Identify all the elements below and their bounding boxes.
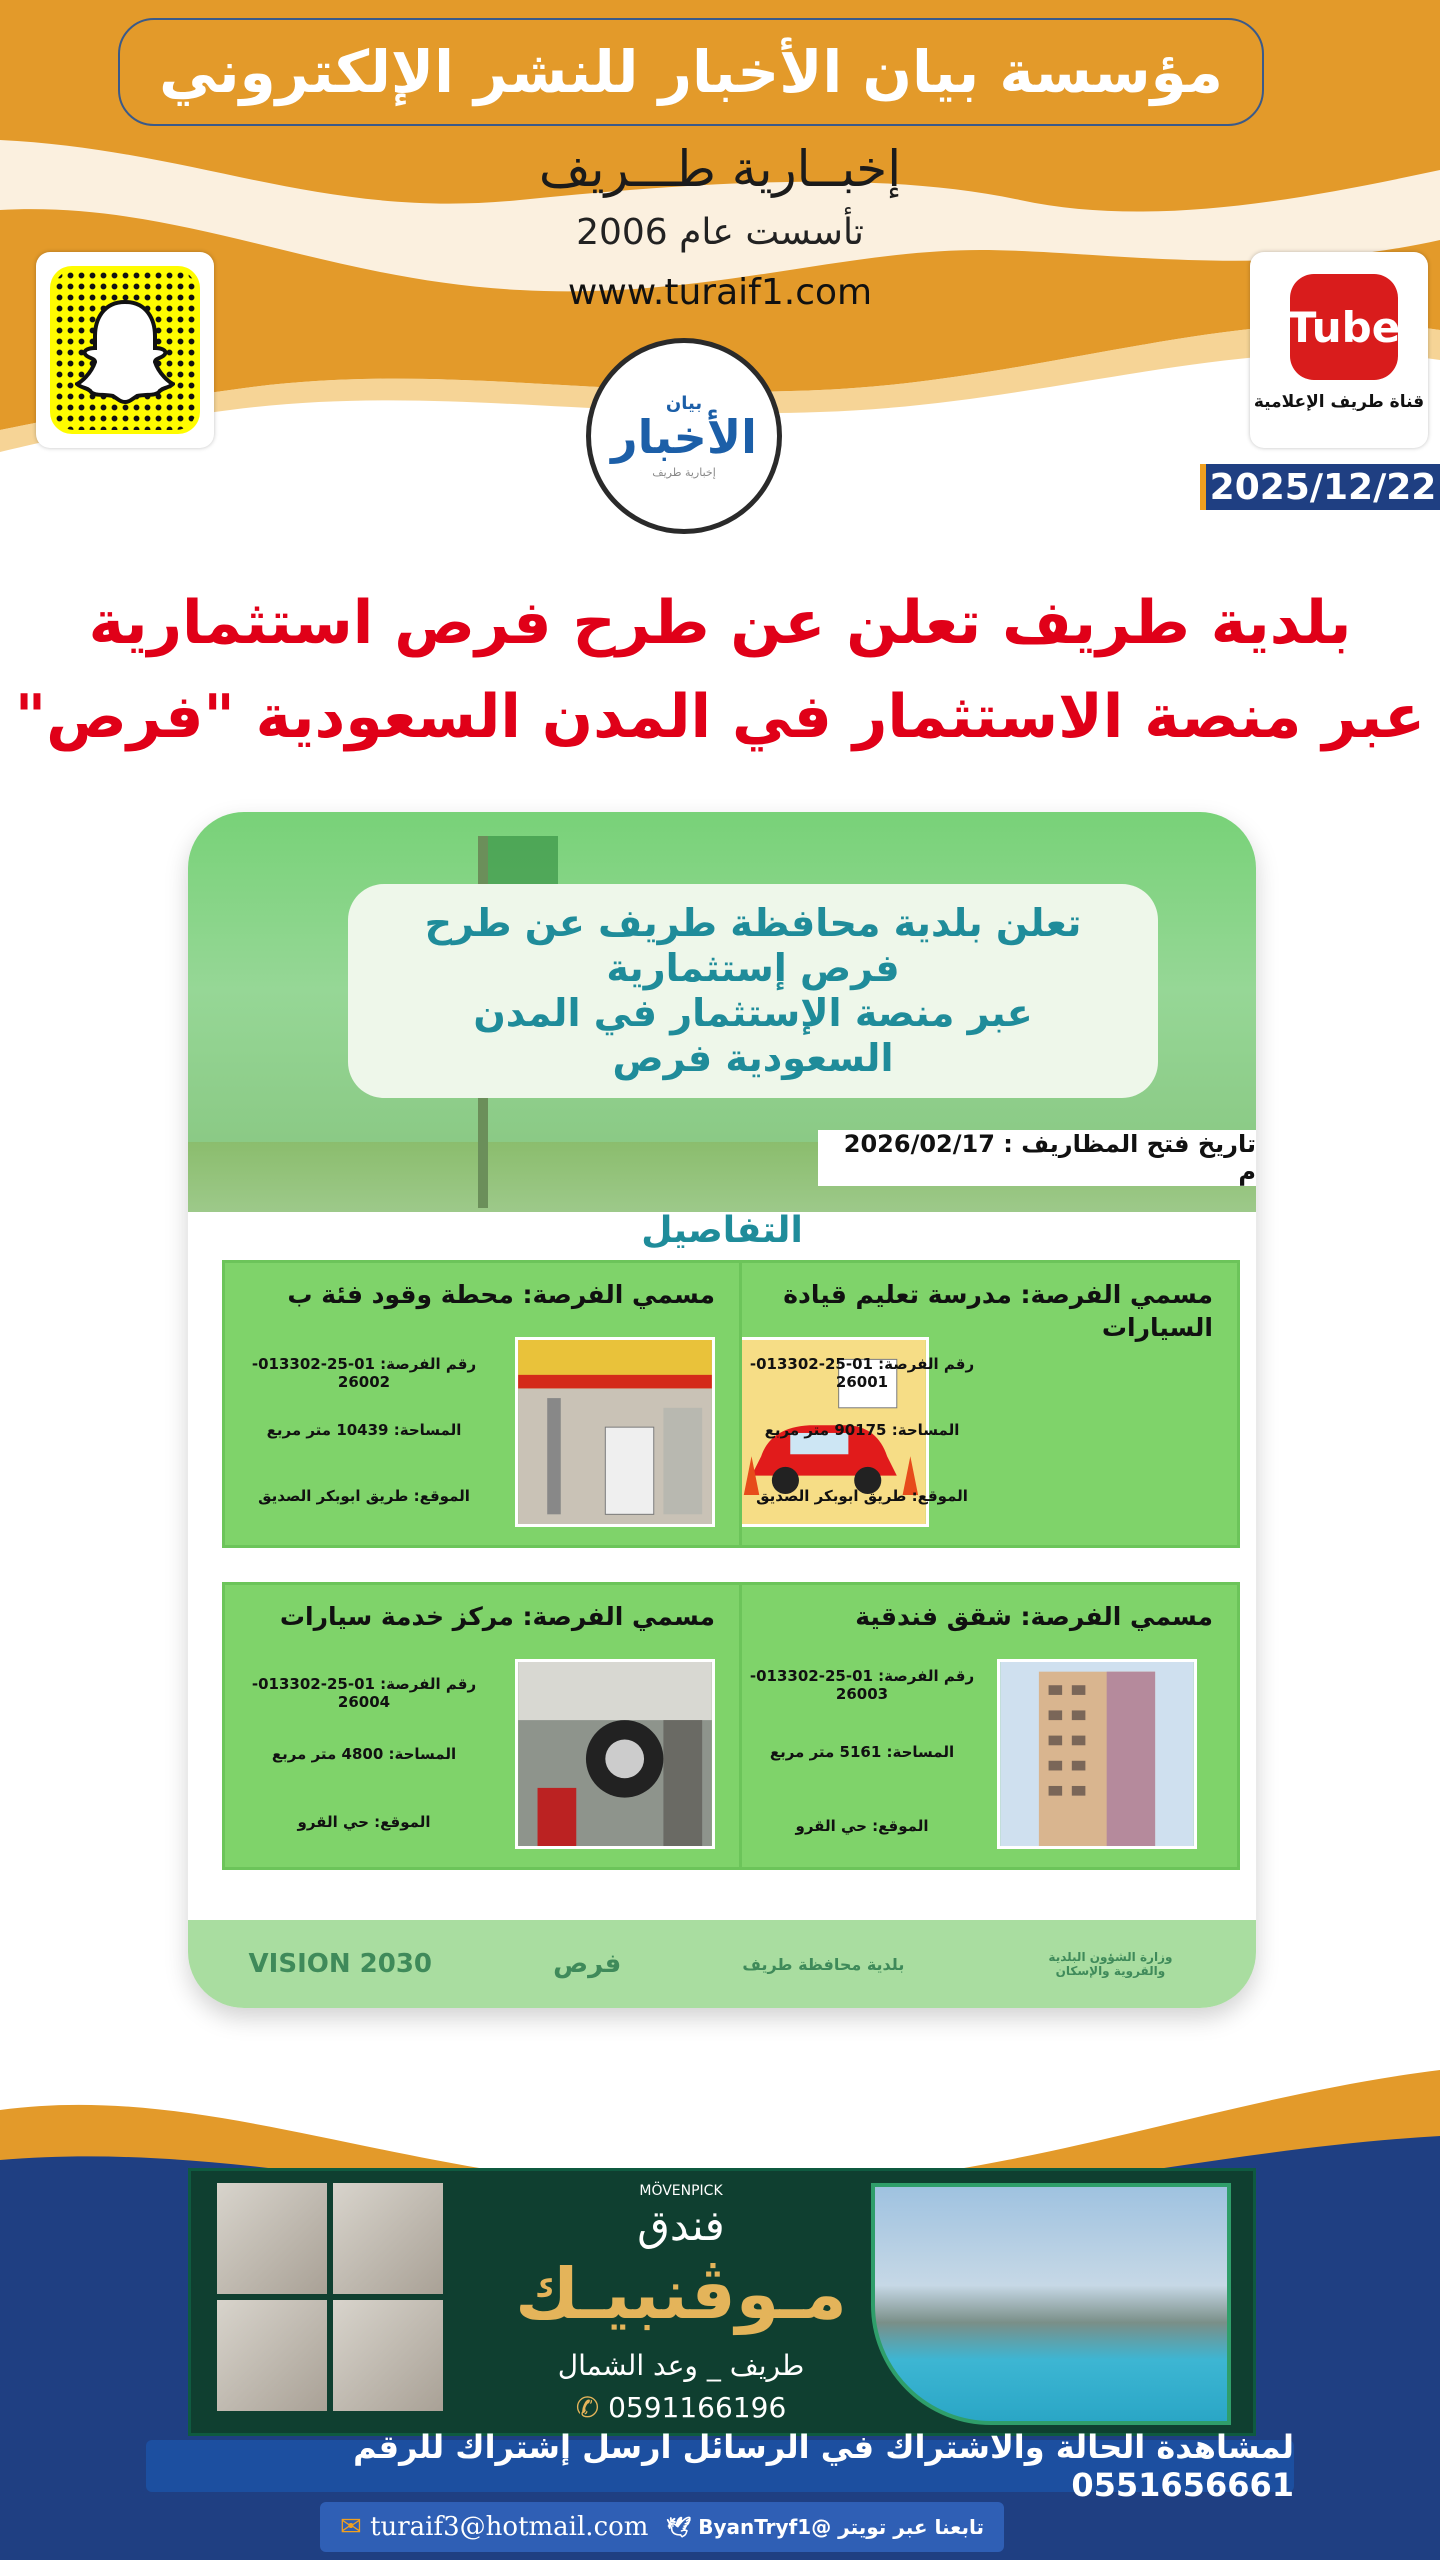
callout-line-2: فرص إستثمارية xyxy=(606,946,900,991)
email-icon: ✉ xyxy=(340,2512,362,2542)
ad-photo-tile xyxy=(333,2300,443,2411)
ad-brand: MÖVENPICK xyxy=(639,2183,723,2199)
site-logo[interactable] xyxy=(586,338,782,534)
fuel-station-image xyxy=(515,1337,715,1527)
contact-bar xyxy=(320,2502,1004,2552)
ad-photo-tile xyxy=(217,2300,327,2411)
headline-line-2: عبر منصة الاستثمار في المدن السعودية "فرص" xyxy=(14,682,1426,752)
ad-word-movenpick: مـوڤنبيـك xyxy=(515,2253,847,2335)
callout-line-4: السعودية فرص xyxy=(612,1035,894,1080)
ad-location: طريف _ وعد الشمال xyxy=(557,2349,805,2382)
poster-footer-logos xyxy=(188,1920,1256,2008)
ad-word-hotel: فندق xyxy=(637,2201,725,2250)
callout-line-3: عبر منصة الإستثمار في المدن xyxy=(473,991,1033,1035)
announcement-poster xyxy=(188,812,1256,2008)
opening-date: تاريخ فتح المظاريف : 2026/02/17 م xyxy=(818,1130,1256,1186)
hotel-building-image xyxy=(997,1659,1197,1849)
furas-logo: فرص xyxy=(553,1949,622,1979)
poster-callout xyxy=(348,884,1158,1098)
youtube-icon xyxy=(1287,274,1401,380)
snapchat-ghost-icon xyxy=(75,296,175,404)
twitter-text: تابعنا عبر تويتر @ByanTryf1 xyxy=(698,2515,984,2539)
ad-phone-number: 0591166196 xyxy=(608,2391,787,2424)
logo-main-text: الأخبار xyxy=(611,410,757,464)
sms-subscribe-text: لمشاهدة الحالة والاشتراك في الرسائل ارسل إشتراك للرقم 0551656661 xyxy=(353,2428,1294,2504)
card-title: مسمي الفرصة: شقق فندقية xyxy=(855,1602,1213,1631)
snapchat-code-card[interactable] xyxy=(36,252,214,448)
ad-photo-tile xyxy=(333,2183,443,2294)
card-number: رقم الفرصة: 01-25-013302-26003 xyxy=(749,1667,975,1703)
publisher-title: مؤسسة بيان الأخبار للنشر الإلكتروني xyxy=(159,38,1223,106)
opportunity-card-hotel-apartments xyxy=(720,1582,1240,1870)
youtube-channel-label: قناة طريف الإعلامية xyxy=(1253,392,1425,412)
logo-sub-text: إخبارية طريف xyxy=(652,466,716,479)
twitter-contact[interactable] xyxy=(666,2515,984,2539)
card-location: الموقع: حي القرو xyxy=(795,1817,929,1835)
ministry-logo: وزارة الشؤون البلدية والقروية والإسكان xyxy=(1048,1950,1173,1978)
snapchat-code xyxy=(50,266,200,434)
card-title: مسمي الفرصة: مركز خدمة سيارات xyxy=(279,1602,715,1631)
youtube-channel-card[interactable] xyxy=(1250,252,1428,448)
email-contact[interactable] xyxy=(340,2512,648,2542)
car-service-image xyxy=(515,1659,715,1849)
phone-icon: ✆ xyxy=(575,2391,609,2424)
card-area: المساحة: 5161 متر مربع xyxy=(769,1743,955,1761)
details-title: التفاصيل xyxy=(641,1210,803,1251)
logo-top-text: بيان xyxy=(665,393,703,414)
card-area: المساحة: 90175 متر مربع xyxy=(764,1421,960,1439)
card-number: رقم الفرصة: 01-25-013302-26004 xyxy=(251,1675,477,1711)
ad-photo-grid xyxy=(217,2183,443,2411)
youtube-word: Tube xyxy=(1287,302,1401,352)
card-number: رقم الفرصة: 01-25-013302-26001 xyxy=(749,1355,975,1391)
publisher-title-box xyxy=(118,18,1264,126)
ad-phone xyxy=(471,2391,891,2424)
card-location: الموقع: طريق ابوبكر الصديق xyxy=(756,1487,968,1505)
ad-photo-tile xyxy=(217,2183,327,2294)
callout-line-1: تعلن بلدية محافظة طريف عن طرح xyxy=(424,901,1082,946)
hotel-pool-photo xyxy=(871,2183,1231,2425)
card-location: الموقع: طريق ابوبكر الصديق xyxy=(258,1487,470,1505)
opportunity-card-car-service xyxy=(222,1582,742,1870)
card-location: الموقع: حي القرو xyxy=(297,1813,431,1831)
flag-icon xyxy=(488,836,558,886)
site-url-link[interactable]: www.turaif1.com xyxy=(567,272,873,313)
card-number: رقم الفرصة: 01-25-013302-26002 xyxy=(251,1355,477,1391)
date-badge: 2025/12/22 xyxy=(1200,464,1440,510)
founded-text: تأسست عام 2006 xyxy=(576,212,864,253)
card-area: المساحة: 10439 متر مربع xyxy=(266,1421,462,1439)
paper-name: إخبــارية طـــريف xyxy=(538,140,902,198)
headline-line-1: بلدية طريف تعلن عن طرح فرص استثمارية xyxy=(88,588,1352,658)
opportunity-card-fuel-station xyxy=(222,1260,742,1548)
vision-2030-logo: VISION 2030 xyxy=(248,1949,433,1979)
turaif-municipality-logo: بلدية محافظة طريف xyxy=(742,1954,905,1974)
card-title: مسمي الفرصة: محطة وقود فئة ب xyxy=(287,1280,715,1309)
sms-subscribe-bar xyxy=(146,2428,1294,2504)
twitter-bird-icon: 🕊 xyxy=(665,2515,692,2539)
hotel-ad-banner[interactable] xyxy=(188,2168,1256,2436)
card-area: المساحة: 4800 متر مربع xyxy=(271,1745,457,1763)
email-text: turaif3@hotmail.com xyxy=(370,2512,649,2542)
card-title: مسمي الفرصة: مدرسة تعليم قيادة السيارات xyxy=(783,1280,1213,1342)
opportunity-card-driving-school xyxy=(720,1260,1240,1548)
